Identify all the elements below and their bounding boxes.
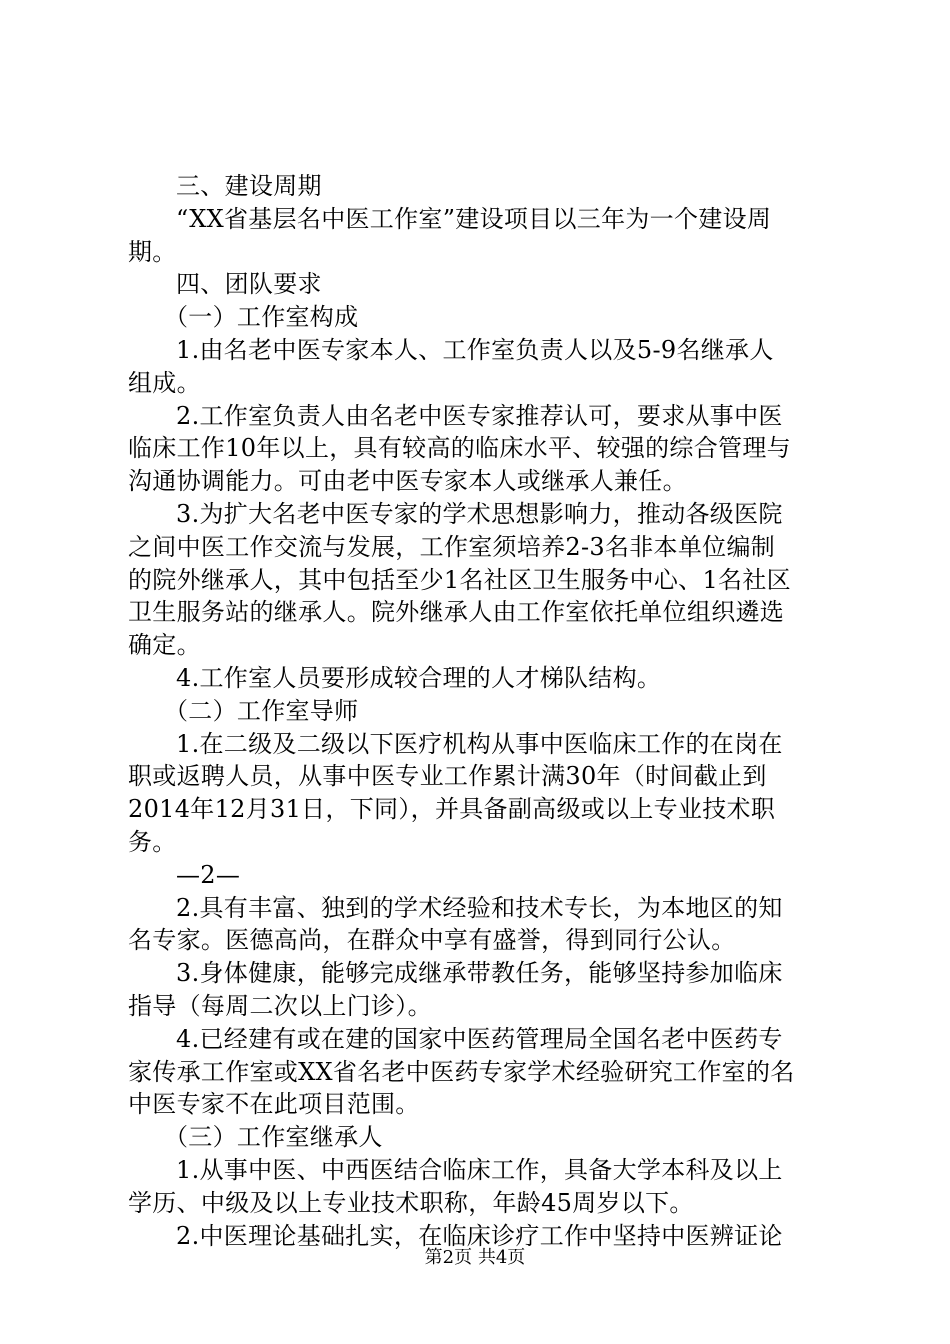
text-line: 确定。 — [128, 631, 201, 660]
text-line: （二）工作室导师 — [164, 696, 359, 725]
text-line: 之间中医工作交流与发展，工作室须培养2-3名非本单位编制 — [128, 532, 776, 561]
page-number-label: 第2页 共4页 — [424, 1247, 526, 1268]
text-line: 临床工作10年以上，具有较高的临床水平、较强的综合管理与 — [128, 434, 791, 463]
text-line: 1.在二级及二级以下医疗机构从事中医临床工作的在岗在 — [176, 729, 783, 758]
text-line: 3.为扩大名老中医专家的学术思想影响力，推动各级医院 — [176, 499, 783, 528]
text-line: 沟通协调能力。可由老中医专家本人或继承人兼任。 — [128, 467, 687, 496]
text-line: 1.从事中医、中西医结合临床工作，具备大学本科及以上 — [176, 1155, 783, 1184]
text-line: 职或返聘人员，从事中医专业工作累计满30年（时间截止到 — [128, 762, 767, 791]
text-line: 学历、中级及以上专业技术职称，年龄45周岁以下。 — [128, 1188, 694, 1217]
text-line: 4.已经建有或在建的国家中医药管理局全国名老中医药专 — [176, 1024, 783, 1053]
text-line: 中医专家不在此项目范围。 — [128, 1090, 420, 1119]
document-body — [128, 170, 830, 1252]
text-line: 的院外继承人，其中包括至少1名社区卫生服务中心、1名社区 — [128, 565, 791, 594]
text-line: 2.中医理论基础扎实，在临床诊疗工作中坚持中医辨证论 — [176, 1221, 783, 1250]
text-line: 3.身体健康，能够完成继承带教任务，能够坚持参加临床 — [176, 959, 783, 988]
text-line: 组成。 — [128, 368, 201, 397]
page-footer — [0, 1243, 950, 1269]
text-line: 卫生服务站的继承人。院外继承人由工作室依托单位组织遴选 — [128, 598, 785, 627]
text-line: 2014年12月31日，下同），并具备副高级或以上专业技术职 — [128, 795, 776, 824]
text-line: 4.工作室人员要形成较合理的人才梯队结构。 — [176, 663, 662, 692]
text-line: 期。 — [128, 237, 177, 266]
text-line: 三、建设周期 — [176, 172, 322, 200]
text-line: （一）工作室构成 — [164, 303, 359, 332]
text-line: 指导（每周二次以上门诊）。 — [128, 991, 432, 1020]
text-line: “XX省基层名中医工作室”建设项目以三年为一个建设周 — [176, 204, 772, 233]
text-line: —2— — [176, 860, 241, 889]
text-line: 2.工作室负责人由名老中医专家推荐认可，要求从事中医 — [176, 401, 783, 430]
text-line: （三）工作室继承人 — [164, 1123, 383, 1152]
text-line: 家传承工作室或XX省名老中医药专家学术经验研究工作室的名 — [128, 1057, 795, 1086]
text-line: 1.由名老中医专家本人、工作室负责人以及5-9名继承人 — [176, 335, 774, 364]
text-line: 四、团队要求 — [176, 270, 322, 299]
text-line: 2.具有丰富、独到的学术经验和技术专长，为本地区的知 — [176, 893, 783, 922]
text-line: 名专家。医德高尚，在群众中享有盛誉，得到同行公认。 — [128, 926, 736, 955]
text-line: 务。 — [128, 827, 177, 856]
